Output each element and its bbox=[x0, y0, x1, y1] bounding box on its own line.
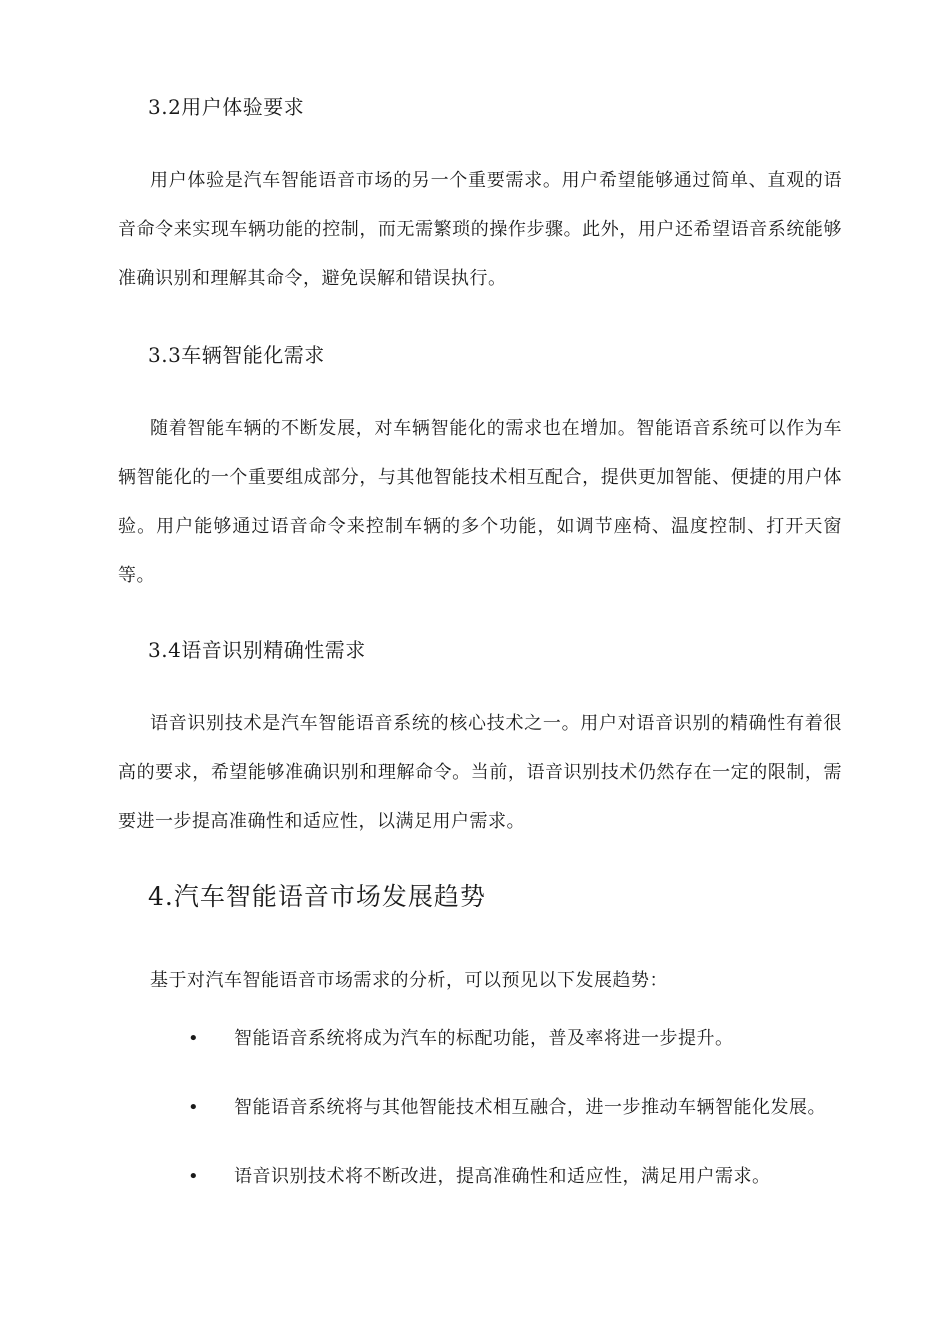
trend-list bbox=[0, 1025, 950, 1232]
section-heading-3-4: 3.4语音识别精确性需求 bbox=[148, 638, 366, 662]
section-paragraph-3-2: 用户体验是汽车智能语音市场的另一个重要需求。用户希望能够通过简单、直观的语音命令来实现车辆功能的控制，而无需繁琐的操作步骤。此外，用户还希望语音系统能够准确识别和理解其命令，避免误解和错误执行。 bbox=[118, 170, 842, 289]
section-paragraph-3-4: 语音识别技术是汽车智能语音系统的核心技术之一。用户对语音识别的精确性有着很高的要求，希望能够准确识别和理解命令。当前，语音识别技术仍然存在一定的限制，需要进一步提高准确性和适应性，以满足用户需求。 bbox=[118, 713, 842, 832]
section-heading-3-3: 3.3车辆智能化需求 bbox=[148, 343, 325, 367]
chapter-heading: 4.汽车智能语音市场发展趋势 bbox=[148, 882, 486, 911]
list-item bbox=[0, 1094, 950, 1163]
bullet-icon: • bbox=[188, 1166, 200, 1187]
section-heading-3-2: 3.2用户体验要求 bbox=[148, 95, 305, 119]
list-item bbox=[0, 1025, 950, 1094]
section-paragraph-3-3: 随着智能车辆的不断发展，对车辆智能化的需求也在增加。智能语音系统可以作为车辆智能化的一个重要组成部分，与其他智能技术相互配合，提供更加智能、便捷的用户体验。用户能够通过语音命令来控制车辆的多个功能，如调节座椅、温度控制、打开天窗等。 bbox=[118, 418, 842, 586]
list-item-text: 语音识别技术将不断改进，提高准确性和适应性，满足用户需求。 bbox=[234, 1166, 771, 1187]
bullet-icon: • bbox=[188, 1097, 200, 1118]
bullet-icon: • bbox=[188, 1028, 200, 1049]
list-item-text: 智能语音系统将成为汽车的标配功能，普及率将进一步提升。 bbox=[234, 1028, 734, 1049]
list-item bbox=[0, 1163, 950, 1232]
chapter-intro: 基于对汽车智能语音市场需求的分析，可以预见以下发展趋势： bbox=[150, 970, 668, 991]
list-item-text: 智能语音系统将与其他智能技术相互融合，进一步推动车辆智能化发展。 bbox=[234, 1097, 826, 1118]
